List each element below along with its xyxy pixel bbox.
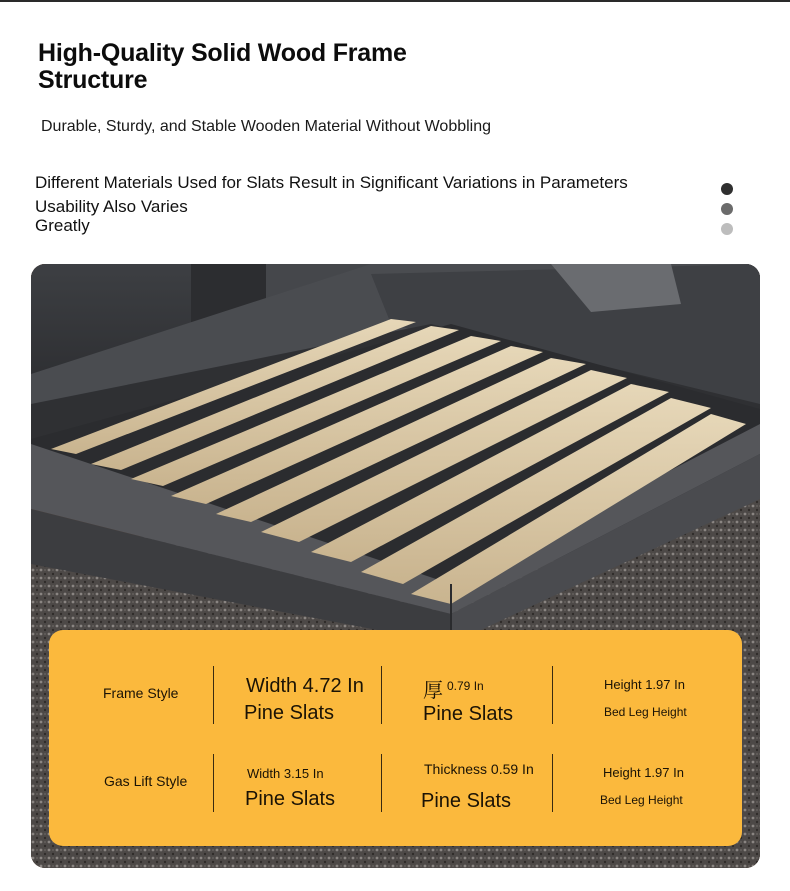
intro-line-1: Different Materials Used for Slats Result in Significant Variations in Parameters — [35, 173, 628, 192]
leg-height: Height 1.97 In — [603, 765, 684, 780]
column-divider — [213, 666, 214, 724]
slat-material: Pine Slats — [245, 788, 336, 810]
row-style-label: Gas Lift Style — [104, 773, 188, 789]
row-style-label: Frame Style — [103, 685, 179, 701]
carousel-dots — [721, 183, 733, 243]
column-divider — [213, 754, 214, 812]
slat-width: Width 3.15 In — [247, 766, 324, 781]
slat-material: Pine Slats — [421, 790, 512, 812]
slat-material: Pine Slats — [423, 703, 514, 725]
leg-height: Height 1.97 In — [604, 677, 685, 692]
column-divider — [381, 754, 382, 812]
leg-height-label: Bed Leg Height — [604, 705, 687, 719]
slat-thickness: Thickness 0.59 In — [424, 761, 534, 777]
slat-thickness: 0.79 In — [447, 679, 484, 693]
slat-width: Width 4.72 In — [246, 675, 364, 697]
column-divider — [552, 754, 553, 812]
slat-material: Pine Slats — [244, 702, 335, 724]
top-divider — [0, 0, 790, 2]
thickness-glyph: 厚 — [423, 680, 443, 702]
column-divider — [381, 666, 382, 724]
column-divider — [552, 666, 553, 724]
page-title: High-Quality Solid Wood Frame Structure — [38, 39, 407, 94]
intro-line-2: Usability Also Varies — [35, 197, 188, 216]
carousel-dot-3[interactable] — [721, 223, 733, 235]
intro-line-3: Greatly — [35, 216, 90, 235]
carousel-dot-2[interactable] — [721, 203, 733, 215]
page-subtitle: Durable, Sturdy, and Stable Wooden Material Without Wobbling — [41, 118, 492, 135]
spec-table-card — [49, 630, 742, 846]
leg-height-label: Bed Leg Height — [600, 793, 683, 807]
carousel-dot-1[interactable] — [721, 183, 733, 195]
